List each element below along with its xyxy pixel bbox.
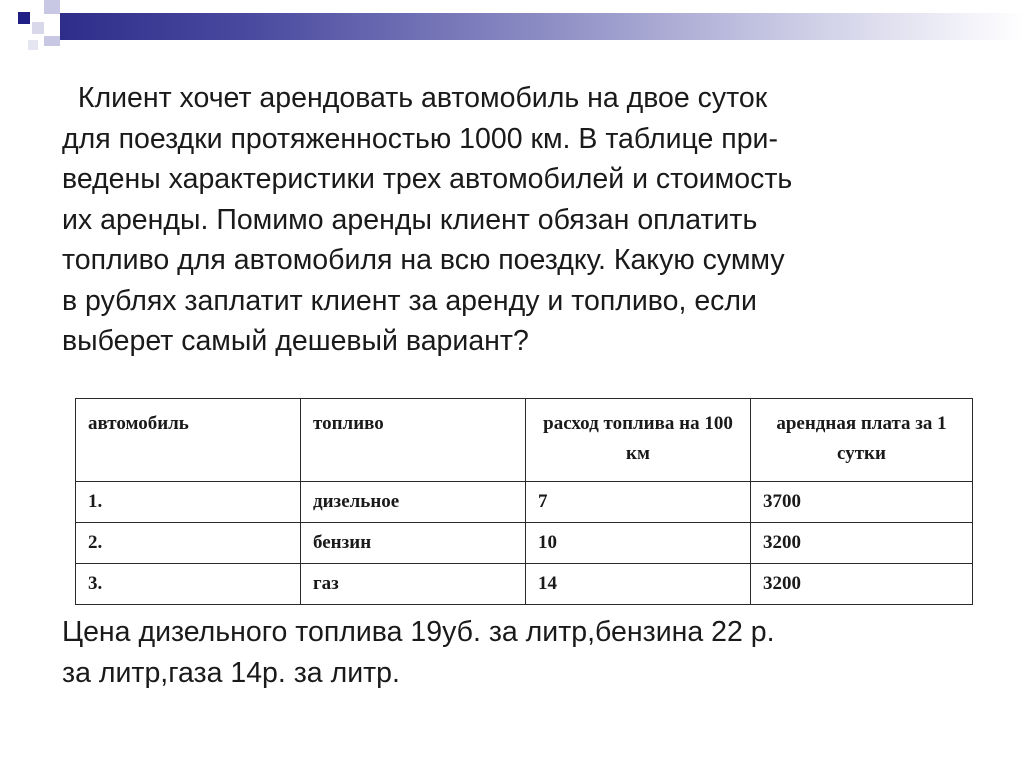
problem-line: их аренды. Помимо аренды клиент обязан оплатить <box>62 203 758 236</box>
decor-square-light <box>28 40 38 50</box>
cell-car: 3. <box>76 564 301 605</box>
decor-square-light <box>44 36 60 46</box>
decor-square-light <box>32 22 44 34</box>
problem-line: выберет самый дешевый вариант? <box>62 325 529 357</box>
header-fuel: топливо <box>301 399 526 482</box>
cell-rent: 3200 <box>751 523 973 564</box>
cell-consumption: 7 <box>526 482 751 523</box>
table-row <box>76 523 973 564</box>
header-car: автомобиль <box>76 399 301 482</box>
car-table <box>75 398 973 605</box>
fuel-prices-text <box>62 612 982 694</box>
decor-square-dark <box>18 12 30 24</box>
table-row <box>76 482 973 523</box>
problem-line: Клиент хочет арендовать автомобиль на двое суток <box>62 82 768 114</box>
cell-rent: 3200 <box>751 564 973 605</box>
cell-rent: 3700 <box>751 482 973 523</box>
problem-line: для поездки протяженностью 1000 км. В таблице при- <box>62 122 778 155</box>
fuel-prices-line: за литр,газа 14р. за литр. <box>62 657 400 689</box>
cell-consumption: 14 <box>526 564 751 605</box>
problem-line: ведены характеристики трех автомобилей и стоимость <box>62 163 793 195</box>
header-consumption: расход топлива на 100 км <box>526 399 751 482</box>
problem-text <box>62 78 962 362</box>
problem-line: в рублях заплатит клиент за аренду и топливо, если <box>62 284 757 317</box>
fuel-prices-line: Цена дизельного топлива 19уб. за литр,бензина 22 р. <box>62 616 775 648</box>
table-header-row <box>76 399 973 482</box>
table-row <box>76 564 973 605</box>
cell-car: 1. <box>76 482 301 523</box>
cell-car: 2. <box>76 523 301 564</box>
cell-fuel: дизельное <box>301 482 526 523</box>
decor-square-light <box>44 0 60 14</box>
header-rent: арендная плата за 1 сутки <box>751 399 973 482</box>
cell-fuel: бензин <box>301 523 526 564</box>
cell-fuel: газ <box>301 564 526 605</box>
header-gradient-bar <box>60 13 1024 40</box>
cell-consumption: 10 <box>526 523 751 564</box>
problem-line: топливо для автомобиля на всю поездку. Какую сумму <box>62 244 785 276</box>
